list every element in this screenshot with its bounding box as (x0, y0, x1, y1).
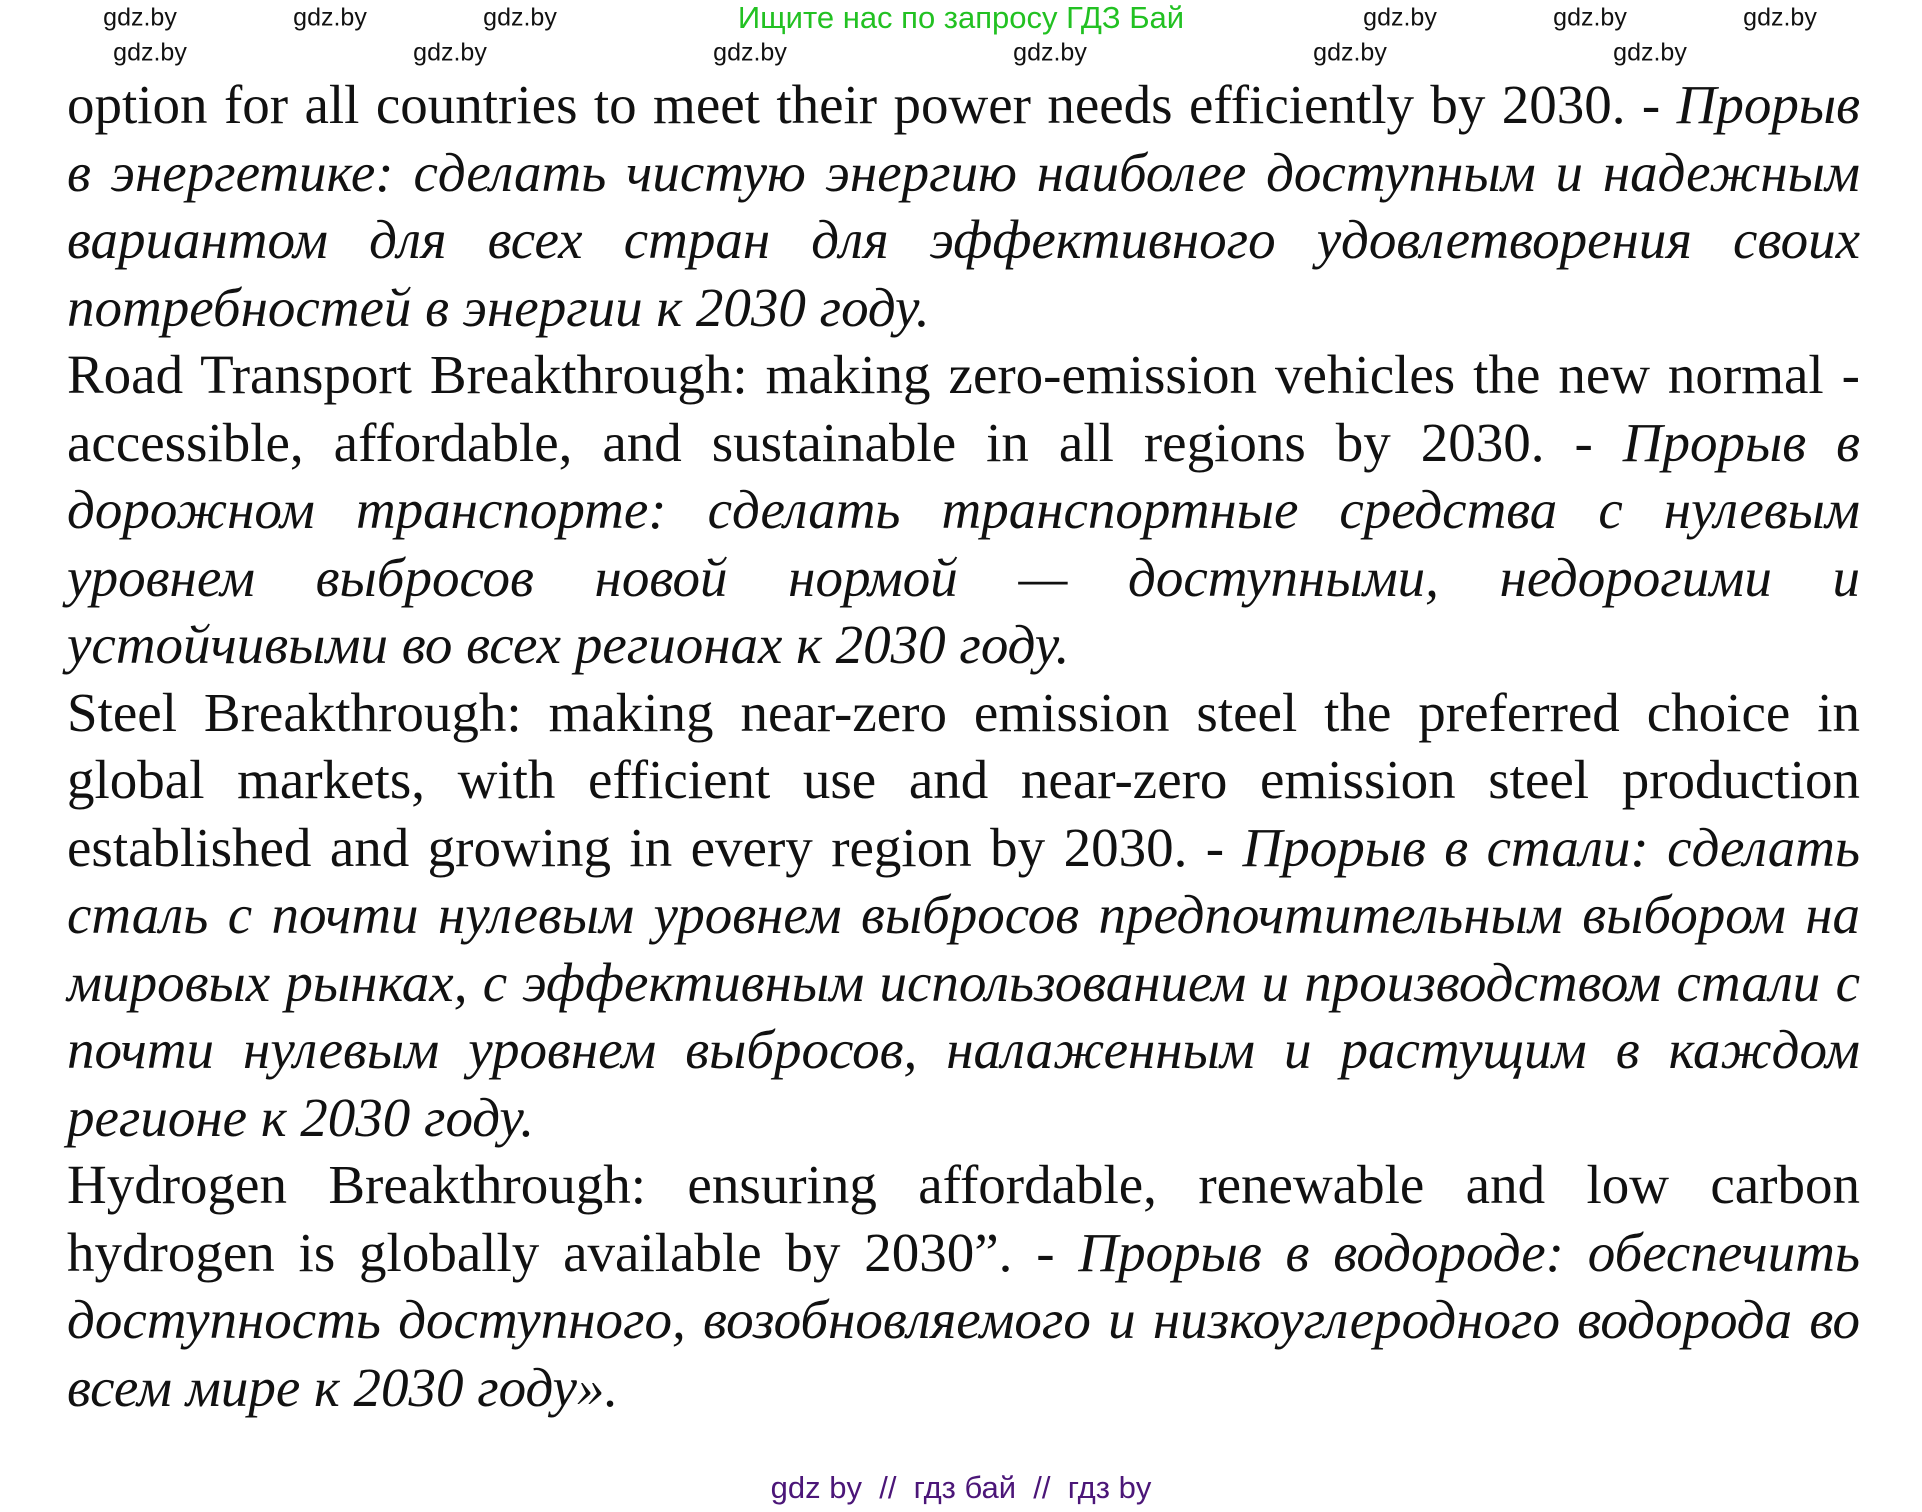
document-text (67, 71, 1860, 1421)
english-text: Road Transport Breakthrough: making zero-emission vehicles the new normal - accessible, affordable, and sustainable in all regions by 2030. - (67, 344, 1860, 473)
russian-translation: Прорыв в водороде: обеспечить доступность доступного, возобновляемого и низкоуглеродного водорода во всем мире к 2030 году». (67, 1221, 1860, 1418)
watermark: gdz.by (293, 3, 367, 32)
footer-links: gdz by // гдз бай // гдз by (770, 1470, 1152, 1505)
watermark: gdz.by (1313, 38, 1387, 67)
watermark: gdz.by (413, 38, 487, 67)
search-hint-banner: Ищите нас по запросу ГДЗ Бай (737, 0, 1185, 35)
russian-translation: Прорыв в дорожном транспорте: сделать транспортные средства с нулевым уровнем выбросов новой нормой — доступными, недорогими и устойчивыми во всех регионах к 2030 году. (67, 411, 1860, 675)
paragraph-hydrogen (67, 1151, 1860, 1421)
watermark: gdz.by (103, 3, 177, 32)
watermark: gdz.by (1363, 3, 1437, 32)
russian-translation: Прорыв в стали: сделать сталь с почти нулевым уровнем выбросов предпочтительным выбором на мировых рынках, с эффективным использованием и производством стали с почти нулевым уровнем выбросов, налаженным и растущим в каждом регионе к 2030 году. (67, 816, 1861, 1148)
watermark: gdz.by (1613, 38, 1687, 67)
russian-translation: Прорыв в энергетике: сделать чистую энергию наиболее доступным и надежным вариантом для всех стран для эффективного удовлетворения своих потребностей в энергии к 2030 году. (67, 74, 1860, 338)
watermark: gdz.by (1553, 3, 1627, 32)
watermark: gdz.by (1743, 3, 1817, 32)
paragraph-energy (67, 71, 1860, 341)
watermark: gdz.by (713, 38, 787, 67)
english-text: option for all countries to meet their power needs efficiently by 2030. - (67, 74, 1677, 135)
paragraph-road-transport (67, 341, 1860, 679)
watermark: gdz.by (113, 38, 187, 67)
watermark: gdz.by (1013, 38, 1087, 67)
english-text: Hydrogen Breakthrough: ensuring affordable, renewable and low carbon hydrogen is globally available by 2030”. - (67, 1154, 1860, 1283)
paragraph-steel (67, 679, 1860, 1152)
english-text: Steel Breakthrough: making near-zero emission steel the preferred choice in global markets, with efficient use and near-zero emission steel production established and growing in every region by 2030. - (67, 681, 1860, 878)
watermark: gdz.by (483, 3, 557, 32)
